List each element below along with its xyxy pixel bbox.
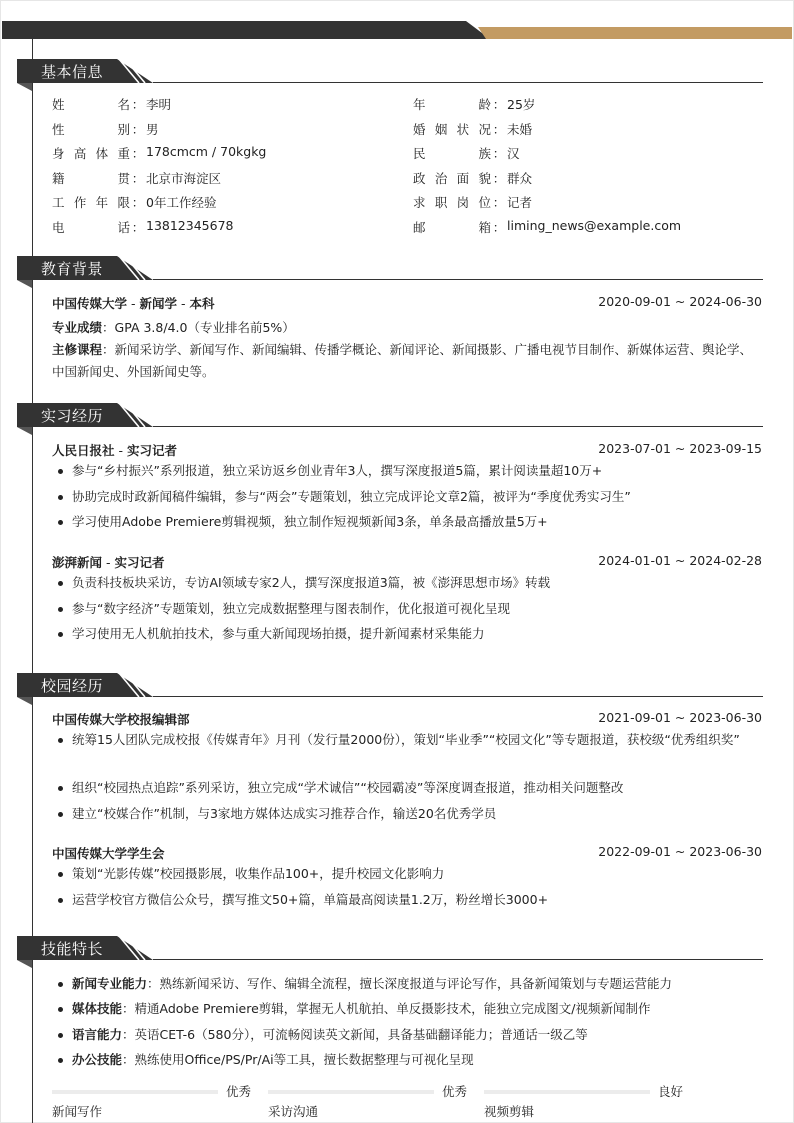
bullet-item: 参与“乡村振兴”系列报道，独立采访返乡创业青年3人，撰写深度报道5篇，累计阅读量超10万+ bbox=[56, 460, 778, 482]
bullet-item: 负责科技板块采访，专访AI领域专家2人，撰写深度报道3篇，被《澎湃思想市场》转载 bbox=[56, 572, 778, 594]
section-header-education bbox=[17, 256, 763, 280]
info-label: 电 话 bbox=[52, 220, 130, 235]
info-value: 群众 bbox=[507, 170, 533, 186]
info-value: 未婚 bbox=[507, 121, 533, 137]
info-value: liming_news@example.com bbox=[507, 218, 682, 233]
section-header-campus bbox=[17, 673, 763, 697]
info-row: 性 别 ： 男 bbox=[52, 120, 159, 140]
entry-header bbox=[52, 844, 762, 862]
info-value: 男 bbox=[146, 121, 159, 137]
skill-level: 良好 bbox=[658, 1084, 684, 1099]
info-value: 汉 bbox=[507, 146, 520, 162]
info-value: 178cmcm / 70kgkg bbox=[146, 144, 267, 160]
school-name: 中国传媒大学 bbox=[52, 296, 128, 311]
info-label: 年 龄 bbox=[413, 97, 491, 112]
info-label: 民 族 bbox=[413, 146, 491, 162]
info-label: 性 别 bbox=[52, 121, 130, 137]
timeline-line bbox=[32, 39, 33, 1123]
header-bar-gold bbox=[478, 27, 792, 39]
entry-date: 2023-07-01 ~ 2023-09-15 bbox=[598, 441, 762, 456]
info-row: 籍 贯 ： 北京市海淀区 bbox=[52, 169, 221, 189]
progress-bar bbox=[484, 1090, 650, 1094]
bullet-item: 协助完成时政新闻稿件编辑，参与“两会”专题策划，独立完成评论文章2篇，被评为“季度优秀实习生” bbox=[56, 486, 778, 508]
bullet-item: 参与“数字经济”专题策划，独立完成数据整理与图表制作，优化报道可视化呈现 bbox=[56, 598, 778, 620]
stripes-decoration-icon bbox=[113, 256, 157, 280]
stripes-decoration-icon bbox=[113, 59, 157, 83]
progress-bar bbox=[52, 1090, 218, 1094]
skill-name: 视频剪辑 bbox=[484, 1104, 535, 1119]
stripes-decoration-icon bbox=[113, 673, 157, 697]
progress-bar bbox=[268, 1090, 434, 1094]
entry-date: 2021-09-01 ~ 2023-06-30 bbox=[598, 710, 762, 725]
entry-title: 中国传媒大学校报编辑部 bbox=[52, 712, 190, 727]
gpa-line: 专业成绩：GPA 3.8/4.0（专业排名前5%） bbox=[52, 320, 295, 335]
skill-level: 优秀 bbox=[442, 1084, 468, 1099]
skill-level: 优秀 bbox=[226, 1084, 252, 1099]
stripes-decoration-icon bbox=[113, 403, 157, 427]
info-value: 0年工作经验 bbox=[146, 195, 217, 211]
info-row: 电 话 ： 13812345678 bbox=[52, 218, 233, 238]
bullet-item: 运营学校官方微信公众号，撰写推文50+篇，单篇最高阅读量1.2万，粉丝增长3000+ bbox=[56, 889, 778, 911]
skill-item: 语言能力：英语CET-6（580分），可流畅阅读英文新闻，具备基础翻译能力；普通话一级乙等 bbox=[56, 1024, 778, 1046]
entry-title: 人民日报社 - 实习记者 bbox=[52, 443, 177, 458]
entry-date: 2024-01-01 ~ 2024-02-28 bbox=[598, 553, 762, 568]
info-row: 求 职 岗 位 ： 记者 bbox=[413, 193, 532, 213]
education-entry-header: 中国传媒大学 - 新闻学 - 本科 2020-09-01 ~ 2024-06-30 bbox=[52, 294, 762, 311]
bullet-item: 建立“校媒合作”机制，与3家地方媒体达成实习推荐合作，输送20名优秀学员 bbox=[56, 803, 778, 825]
info-label: 邮 箱 bbox=[413, 220, 491, 235]
skill-item: 办公技能：熟练使用Office/PS/Pr/Ai等工具，擅长数据整理与可视化呈现 bbox=[56, 1049, 778, 1071]
skill-item: 新闻专业能力：熟练新闻采访、写作、编辑全流程，擅长深度报道与评论写作，具备新闻策划与专题运营能力 bbox=[56, 973, 778, 995]
courses-line: 主修课程：新闻采访学、新闻写作、新闻编辑、传播学概论、新闻评论、新闻摄影、广播电视节目制作、新媒体运营、舆论学、中国新闻史、外国新闻史等。 bbox=[52, 342, 753, 379]
info-value: 李明 bbox=[146, 97, 172, 112]
bullet-item: 学习使用Adobe Premiere剪辑视频，独立制作短视频新闻3条，单条最高播放量5万+ bbox=[56, 511, 778, 533]
bullet-item: 学习使用无人机航拍技术，参与重大新闻现场拍摄，提升新闻素材采集能力 bbox=[56, 623, 778, 645]
info-label: 工 作 年 限 bbox=[52, 195, 130, 211]
info-label: 婚 姻 状 况 bbox=[413, 121, 491, 137]
info-row: 年 龄 ： 25岁 bbox=[413, 95, 535, 115]
info-row: 婚 姻 状 况 ： 未婚 bbox=[413, 120, 532, 140]
section-header-basic-info bbox=[17, 59, 763, 83]
info-label: 籍 贯 bbox=[52, 170, 130, 186]
degree: 本科 bbox=[189, 296, 215, 311]
skill-name: 采访沟通 bbox=[268, 1104, 319, 1119]
info-row: 身 高 体 重 ： 178cmcm / 70kgkg bbox=[52, 144, 266, 164]
section-title: 基本信息 bbox=[41, 63, 104, 81]
entry-title: 澎湃新闻 - 实习记者 bbox=[52, 555, 165, 570]
entry-header bbox=[52, 710, 762, 728]
info-label: 求 职 岗 位 bbox=[413, 195, 491, 211]
info-row: 姓 名 ： 李明 bbox=[52, 95, 171, 115]
info-label: 身 高 体 重 bbox=[52, 146, 130, 162]
section-title: 教育背景 bbox=[41, 260, 104, 278]
entry-header bbox=[52, 441, 762, 459]
major: 新闻学 bbox=[139, 296, 177, 311]
section-header-internship bbox=[17, 403, 763, 427]
bullet-item: 策划“光影传媒”校园摄影展，收集作品100+，提升校园文化影响力 bbox=[56, 863, 778, 885]
section-title: 技能特长 bbox=[41, 940, 104, 958]
section-header-skills bbox=[17, 936, 763, 960]
info-row: 邮 箱 ： liming_news@example.com bbox=[413, 218, 681, 238]
section-title: 实习经历 bbox=[41, 407, 104, 425]
info-label: 政 治 面 貌 bbox=[413, 170, 491, 186]
info-value: 记者 bbox=[507, 195, 533, 211]
info-value: 13812345678 bbox=[146, 218, 234, 233]
bullet-item: 统筹15人团队完成校报《传媒青年》月刊（发行量2000份），策划“毕业季”“校园文化”等专题报道，获校级“优秀组织奖” bbox=[56, 729, 778, 751]
entry-date: 2022-09-01 ~ 2023-06-30 bbox=[598, 844, 762, 859]
info-row: 民 族 ： 汉 bbox=[413, 144, 520, 164]
info-label: 姓 名 bbox=[52, 97, 130, 112]
info-row: 政 治 面 貌 ： 群众 bbox=[413, 169, 532, 189]
skill-name: 新闻写作 bbox=[52, 1104, 103, 1119]
entry-title: 中国传媒大学学生会 bbox=[52, 846, 165, 861]
skill-item: 媒体技能：精通Adobe Premiere剪辑，掌握无人机航拍、单反摄影技术，能独立完成图文/视频新闻制作 bbox=[56, 998, 778, 1020]
info-value: 25岁 bbox=[507, 97, 536, 112]
header-bar-dark bbox=[2, 21, 490, 39]
bullet-item: 组织“校园热点追踪”系列采访，独立完成“学术诚信”“校园霸凌”等深度调查报道，推动相关问题整改 bbox=[56, 777, 778, 799]
section-title: 校园经历 bbox=[41, 677, 104, 695]
skill-bars bbox=[52, 1082, 764, 1122]
stripes-decoration-icon bbox=[113, 936, 157, 960]
entry-header bbox=[52, 553, 762, 571]
education-date: 2020-09-01 ~ 2024-06-30 bbox=[598, 294, 762, 309]
info-value: 北京市海淀区 bbox=[146, 170, 222, 186]
info-row: 工 作 年 限 ： 0年工作经验 bbox=[52, 193, 216, 213]
